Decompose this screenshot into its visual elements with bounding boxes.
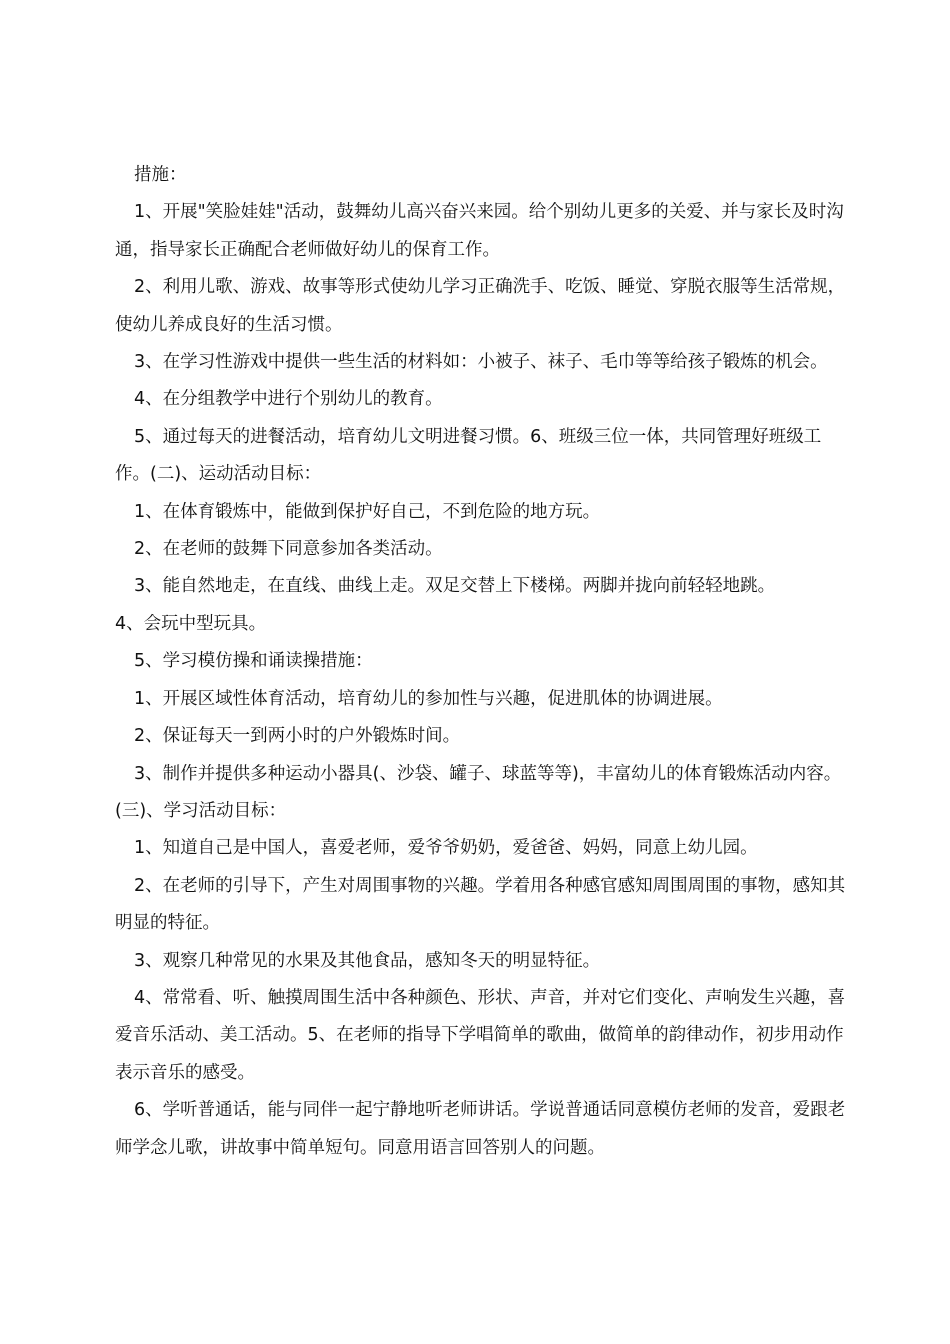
paragraph: 3、能自然地走，在直线、曲线上走。双足交替上下楼梯。两脚并拢向前轻轻地跳。 [134,576,776,597]
paragraph: 2、在老师的鼓舞下同意参加各类活动。 [134,539,443,560]
paragraph: 4、在分组教学中进行个别幼儿的教育。 [134,389,443,410]
document-body [115,157,850,1167]
paragraph: 1、开展区域性体育活动，培育幼儿的参加性与兴趣，促进肌体的协调进展。 [134,688,723,709]
paragraph: 2、保证每天一到两小时的户外锻炼时间。 [134,726,461,747]
paragraph: 4、会玩中型玩具。 [115,613,267,634]
paragraph: 1、在体育锻炼中，能做到保护好自己，不到危险的地方玩。 [134,501,601,522]
paragraph: 2、在老师的引导下，产生对周围事物的兴趣。学着用各种感官感知周围周围的事物，感知其明显的特征。 [115,875,846,934]
paragraph: 3、观察几种常见的水果及其他食品，感知冬天的明显特征。 [134,950,601,971]
paragraph: 1、开展"笑脸娃娃"活动，鼓舞幼儿高兴奋兴来园。给个别幼儿更多的关爱、并与家长及时沟通，指导家长正确配合老师做好幼儿的保育工作。 [115,202,844,260]
section-heading-measures: 措施： [134,165,187,185]
paragraph: 3、制作并提供多种运动小器具(、沙袋、罐子、球蓝等等)，丰富幼儿的体育锻炼活动内容。(三)、学习活动目标： [115,763,842,821]
paragraph: 4、常常看、听、触摸周围生活中各种颜色、形状、声音，并对它们变化、声响发生兴趣，喜爱音乐活动、美工活动。5、在老师的指导下学唱简单的歌曲，做简单的韵律动作，初步用动作表示音乐的感受。 [115,987,846,1083]
paragraph: 3、在学习性游戏中提供一些生活的材料如：小被子、袜子、毛巾等等给孩子锻炼的机会。 [134,352,828,373]
paragraph: 5、通过每天的进餐活动，培育幼儿文明进餐习惯。6、班级三位一体，共同管理好班级工作。(二)、运动活动目标： [115,426,822,485]
paragraph: 1、知道自己是中国人，喜爱老师，爱爷爷奶奶，爱爸爸、妈妈，同意上幼儿园。 [134,838,758,859]
paragraph: 2、利用儿歌、游戏、故事等形式使幼儿学习正确洗手、吃饭、睡觉、穿脱衣服等生活常规，使幼儿养成良好的生活习惯。 [115,277,846,335]
paragraph: 6、学听普通话，能与同伴一起宁静地听老师讲话。学说普通话同意模仿老师的发音，爱跟老师学念儿歌，讲故事中简单短句。同意用语言回答别人的问题。 [115,1100,846,1158]
paragraph: 5、学习模仿操和诵读操措施： [134,651,373,672]
